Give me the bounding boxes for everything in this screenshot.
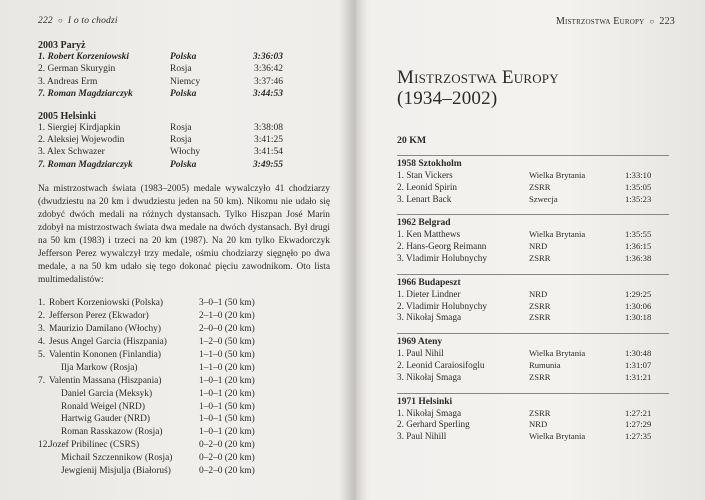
multimedalists-list [38, 297, 334, 478]
medalist-score: 2–1–0 (20 km) [199, 311, 255, 322]
event-block [397, 274, 675, 324]
result-time: 3:38:08 [253, 122, 283, 133]
result-row [38, 146, 334, 158]
right-running-head [397, 16, 675, 27]
athlete-name: 2. Leonid Caraiosifoglu [397, 359, 485, 370]
event-divider [397, 274, 669, 275]
result-time: 1:33:10 [625, 170, 652, 180]
result-time: 1:35:05 [625, 181, 652, 192]
result-row [397, 170, 675, 182]
athlete-name: 2. Vladimir Holubnychy [397, 300, 487, 311]
result-time: 1:31:21 [625, 371, 652, 382]
chapter-title-line2: (1934–2002) [397, 88, 498, 109]
result-row [397, 229, 675, 241]
medalist-name: Maurizio Damilano (Włochy) [49, 324, 161, 335]
medalist-rank [38, 413, 49, 426]
medalist-score: 1–1–0 (50 km) [199, 349, 255, 360]
athlete-country: ZSRR [529, 300, 551, 311]
medalist-rank [38, 465, 49, 478]
result-row [397, 194, 675, 206]
medalist-name: Hartwig Gauder (NRD) [61, 414, 151, 425]
result-time: 1:31:07 [625, 359, 652, 370]
result-time: 3:36:42 [253, 64, 283, 75]
right-page-number: 223 [659, 16, 675, 27]
result-time: 1:30:18 [625, 312, 652, 323]
medalist-rank [38, 426, 49, 439]
medalist-row [38, 310, 334, 323]
event-heading: 1966 Budapeszt [397, 277, 461, 288]
medalist-rank: 7. [38, 375, 46, 386]
athlete-country: Włochy [170, 147, 201, 158]
result-time: 1:30:48 [625, 348, 652, 359]
distance-heading: 20 KM [397, 135, 427, 146]
result-row [397, 301, 675, 313]
medalist-rank: 1. [38, 298, 46, 309]
athlete-country: Rosja [170, 135, 192, 146]
results-section [38, 111, 334, 172]
result-row [38, 122, 334, 134]
athlete-name: 7. Roman Magdziarczyk [38, 89, 133, 100]
medalist-row [38, 362, 334, 375]
result-row [397, 431, 675, 443]
medalist-score: 0–2–0 (20 km) [199, 440, 255, 451]
result-row [397, 312, 675, 324]
medalist-score: 1–1–0 (20 km) [199, 362, 255, 373]
athlete-country: Wielka Brytania [529, 170, 586, 180]
section-heading: 2003 Paryż [38, 40, 86, 51]
result-row [397, 289, 675, 301]
event-block [397, 214, 675, 264]
medalist-score: 0–2–0 (20 km) [199, 466, 255, 477]
medalist-row [38, 349, 334, 362]
medalist-row [38, 413, 334, 426]
body-paragraph: Na mistrzostwach świata (1983–2005) medale wywalczyło 41 chodziarzy (dwudziestu na 20 km i dwudziestu jeden na 50 km). Nikomu nie udało się zdobyć dwóch medali na różnych dystansach. Tylko Hiszpan José Marin zdobył na mistrzostwach świata dwa medale na dwóch dystansach. Był drugi na 50 km (1983) i trzeci na 20 km (1987). Na 20 km tylko Ekwadorczyk Jefferson Perez wywalczył trzy medale, ośmiu chodziarzy sięgnęło po dwa medale, a na 50 km udało się tego dokonać pięciu zawodnikom. Oto lista multimedalistów: [38, 184, 330, 286]
result-row [38, 134, 334, 146]
athlete-country: ZSRR [529, 252, 551, 263]
medalist-rank: 3. [38, 324, 46, 335]
medalist-score: 1–2–0 (50 km) [199, 336, 255, 347]
athlete-name: 1. Ken Matthews [397, 229, 461, 240]
athlete-name: 1. Stan Vickers [397, 170, 453, 180]
athlete-name: 3. Lenart Back [397, 193, 452, 204]
event-divider [397, 333, 669, 334]
medalist-name: Ronald Weigel (NRD) [61, 401, 145, 412]
result-time: 1:29:25 [625, 288, 652, 299]
athlete-name: 3. Nikołaj Smaga [397, 312, 462, 323]
athlete-country: NRD [529, 288, 548, 299]
medalist-name: Roman Rasskazow (Rosja) [61, 427, 163, 438]
medalist-rank [38, 388, 49, 401]
medalist-rank: 5. [38, 349, 46, 360]
medalist-row [38, 426, 334, 439]
medalist-row [38, 401, 334, 414]
medalist-name: Michail Szczennikow (Rosja) [61, 453, 173, 464]
result-time: 1:36:15 [625, 241, 652, 252]
medalist-name: Jefferson Perez (Ekwador) [49, 311, 149, 322]
medalist-score: 1–0–1 (20 km) [199, 427, 255, 438]
medalist-name: Ilja Markow (Rosja) [61, 362, 138, 373]
result-time: 3:41:54 [253, 147, 283, 158]
result-row [38, 159, 334, 171]
athlete-name: 3. Nikołaj Smaga [397, 371, 462, 382]
result-row [397, 360, 675, 372]
medalist-row [38, 297, 334, 310]
athlete-name: 1. Siergiej Kirdjapkin [38, 122, 121, 133]
result-row [397, 408, 675, 420]
medalist-score: 2–0–0 (20 km) [199, 324, 255, 335]
result-row [38, 76, 334, 88]
medalist-row [38, 465, 334, 478]
athlete-country: NRD [529, 419, 548, 430]
athlete-country: Wielka Brytania [529, 431, 586, 442]
event-divider [397, 393, 669, 394]
medalist-name: Valentin Massana (Hiszpania) [49, 375, 162, 386]
event-block [397, 155, 675, 205]
athlete-name: 1. Paul Nihil [397, 348, 444, 359]
result-row [397, 253, 675, 265]
medalist-row [38, 452, 334, 465]
medalist-rank [38, 452, 49, 465]
medalist-row [38, 388, 334, 401]
athlete-country: Wielka Brytania [529, 229, 586, 240]
result-time: 1:27:29 [625, 419, 652, 430]
result-time: 1:27:35 [625, 431, 652, 442]
chapter-title-line1: Mistrzostwa Europy [397, 67, 559, 88]
athlete-country: ZSRR [529, 407, 551, 418]
medalist-row [38, 439, 334, 452]
medalist-score: 1–0–1 (20 km) [199, 388, 255, 399]
athlete-name: 2. Hans-Georg Reimann [397, 241, 487, 252]
right-running-title: Mistrzostwa Europy [555, 16, 645, 27]
medalist-name: Daniel Garcia (Meksyk) [61, 388, 153, 399]
athlete-country: Rosja [170, 122, 192, 133]
medalist-score: 1–0–1 (50 km) [199, 401, 255, 412]
result-row [397, 182, 675, 194]
results-section [38, 40, 334, 101]
left-results-sections [38, 40, 334, 171]
result-row [397, 348, 675, 360]
result-time: 3:41:25 [253, 135, 283, 146]
result-row [38, 51, 334, 63]
medalist-name: Jesus Angel Garcia (Hiszpania) [49, 336, 167, 347]
event-block [397, 393, 675, 443]
result-row [38, 63, 334, 75]
athlete-country: ZSRR [529, 371, 551, 382]
athlete-name: 2. German Skurygin [38, 64, 116, 75]
medalist-score: 1–0–1 (50 km) [199, 414, 255, 425]
athlete-name: 3. Andreas Erm [38, 76, 98, 87]
event-heading: 1969 Ateny [397, 337, 443, 348]
athlete-country: Polska [170, 52, 197, 62]
athlete-name: 3. Alex Schwazer [38, 147, 105, 158]
athlete-country: ZSRR [529, 312, 551, 323]
athlete-country: Wielka Brytania [529, 348, 586, 359]
result-time: 1:30:06 [625, 300, 652, 311]
medalist-rank: 2. [38, 311, 46, 322]
medalist-score: 1–0–1 (20 km) [199, 375, 255, 386]
medalist-rank [38, 401, 49, 414]
result-time: 1:27:21 [625, 407, 652, 418]
result-time: 1:36:38 [625, 252, 652, 263]
athlete-country: NRD [529, 241, 548, 252]
result-row [397, 241, 675, 253]
athlete-country: Rosja [170, 64, 192, 75]
bullet-icon: ○ [649, 17, 655, 26]
athlete-country: Niemcy [170, 76, 201, 87]
athlete-name: 2. Aleksiej Wojewodin [38, 135, 125, 146]
result-row [397, 372, 675, 384]
athlete-name: 2. Gerhard Sperling [397, 419, 470, 430]
athlete-name: 1. Robert Korzeniowski [38, 52, 130, 62]
right-page [355, 0, 705, 500]
athlete-country: Szwecja [529, 193, 558, 204]
athlete-country: ZSRR [529, 181, 551, 192]
left-page [0, 0, 352, 500]
result-time: 3:44:53 [252, 89, 283, 100]
medalist-rank: 4. [38, 336, 46, 347]
athlete-name: 3. Vladimir Holubnychy [397, 252, 487, 263]
athlete-country: Polska [170, 89, 197, 100]
event-divider [397, 214, 669, 215]
event-divider [397, 155, 669, 156]
result-row [397, 419, 675, 431]
athlete-country: Rumunia [529, 359, 561, 370]
athlete-country: Polska [170, 159, 197, 170]
result-row [38, 88, 334, 100]
event-block [397, 333, 675, 383]
result-time: 3:49:55 [252, 159, 283, 170]
left-page-number: 222 [38, 16, 53, 26]
event-heading: 1962 Belgrad [397, 218, 451, 229]
medalist-score: 0–2–0 (20 km) [199, 453, 255, 464]
result-time: 1:35:55 [625, 229, 652, 240]
event-heading: 1971 Helsinki [397, 396, 453, 407]
athlete-name: 1. Nikołaj Smaga [397, 407, 462, 418]
event-heading: 1958 Sztokholm [397, 159, 462, 169]
athlete-name: 7. Roman Magdziarczyk [38, 159, 133, 170]
result-time: 3:37:46 [253, 76, 283, 87]
medalist-row [38, 323, 334, 336]
section-heading: 2005 Helsinki [38, 110, 97, 122]
medalist-name: Robert Korzeniowski (Polska) [49, 298, 164, 309]
athlete-name: 2. Leonid Spirin [397, 181, 457, 192]
medalist-score: 3–0–1 (50 km) [199, 298, 255, 309]
athlete-name: 1. Dieter Lindner [397, 288, 461, 299]
athlete-name: 3. Paul Nihill [397, 431, 447, 442]
left-running-title: I o to chodzi [67, 16, 118, 26]
medalist-row [38, 375, 334, 388]
medalist-name: Valentin Kononen (Finlandia) [49, 349, 161, 360]
medalist-name: Jozef Pribilinec (CSRS) [49, 440, 140, 451]
medalist-name: Jewgienij Misjulja (Białoruś) [61, 466, 171, 477]
medalist-rank: 12. [38, 440, 50, 451]
left-running-head [38, 16, 334, 26]
chapter-title [397, 67, 675, 109]
right-results-events [397, 155, 675, 443]
medalist-rank [38, 362, 49, 375]
bullet-icon: ○ [57, 16, 63, 25]
medalist-row [38, 336, 334, 349]
result-time: 1:35:23 [625, 193, 652, 204]
result-time: 3:36:03 [252, 52, 283, 62]
